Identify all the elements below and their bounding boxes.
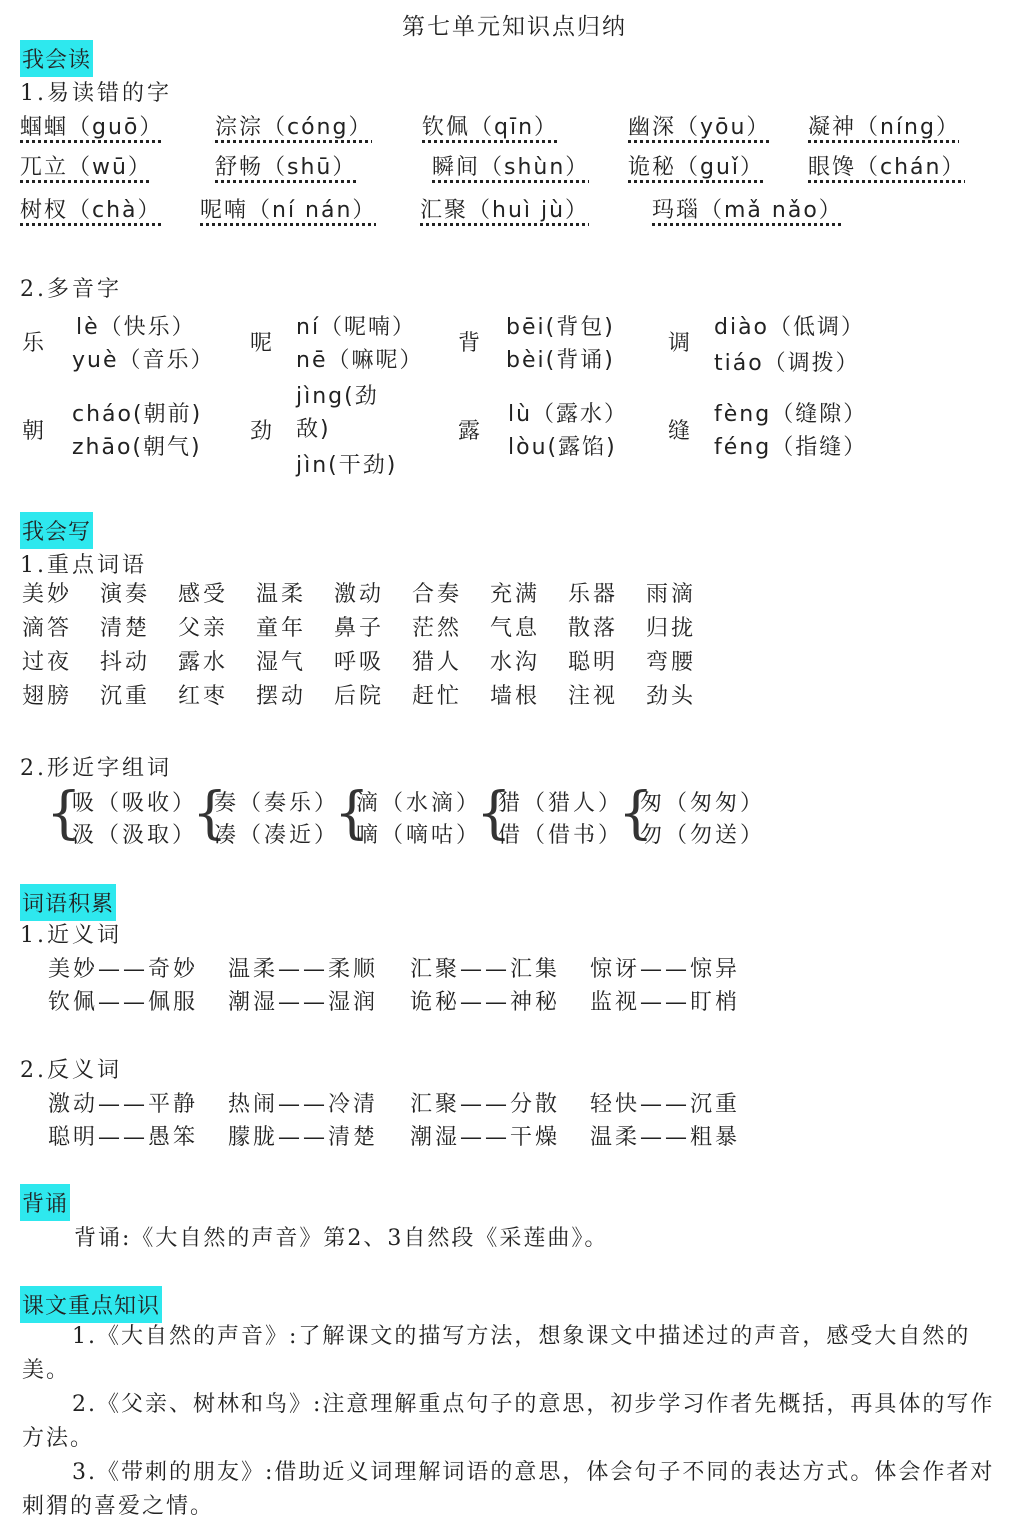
key-word: 呼吸 xyxy=(334,650,385,675)
key-word: 清楚 xyxy=(100,616,151,641)
poly-char: 露 xyxy=(458,419,481,444)
key-word: 水沟 xyxy=(490,650,541,675)
key-knowledge-item: 1.《大自然的声音》:了解课文的描写方法，想象课文中描述过的声音，感受大自然的美。 xyxy=(22,1324,971,1383)
subheading-similar-chars: 2.形近字组词 xyxy=(20,756,172,781)
similar-char-word: 滴（水滴） xyxy=(356,791,482,816)
brace-icon: { xyxy=(46,781,82,846)
subheading-key-words: 1.重点词语 xyxy=(20,553,147,578)
poly-reading: bēi(背包) xyxy=(506,315,615,340)
similar-char-word: 嘀（嘀咕） xyxy=(356,823,482,848)
misread-word: 凝神（níng） xyxy=(808,115,960,140)
poly-char: 呢 xyxy=(250,331,273,356)
subheading-polyphonic: 2.多音字 xyxy=(20,277,122,302)
key-word: 美妙 xyxy=(22,582,73,607)
poly-reading: tiáo（调拨） xyxy=(714,351,860,376)
antonym-pair: 温柔——粗暴 xyxy=(590,1125,741,1150)
subheading-synonyms: 1.近义词 xyxy=(20,923,122,948)
key-word: 散落 xyxy=(568,616,619,641)
misread-word: 舒畅（shū） xyxy=(215,155,357,180)
key-knowledge-item: 2.《父亲、树林和鸟》:注意理解重点句子的意思，初步学习作者先概括，再具体的写作方法。 xyxy=(22,1392,995,1451)
misread-word: 蝈蝈（guō） xyxy=(20,115,164,140)
synonym-pair: 监视——盯梢 xyxy=(590,990,741,1015)
poly-reading: féng（指缝） xyxy=(714,435,868,460)
poly-reading: jìn(干劲) xyxy=(296,453,398,478)
antonym-pair: 朦胧——清楚 xyxy=(228,1125,379,1150)
poly-reading: lù（露水） xyxy=(508,402,629,427)
key-word: 过夜 xyxy=(22,650,73,675)
key-word: 童年 xyxy=(256,616,307,641)
key-word: 翅膀 xyxy=(22,684,73,709)
poly-char: 背 xyxy=(458,331,481,356)
similar-char-word: 猎（猎人） xyxy=(498,791,624,816)
misread-word: 汇聚（huì jù） xyxy=(420,198,590,223)
section-header-accumulation: 词语积累 xyxy=(20,884,116,921)
section-header-write: 我会写 xyxy=(20,512,93,549)
poly-reading: yuè（音乐） xyxy=(72,348,215,373)
similar-char-word: 汲（汲取） xyxy=(72,823,198,848)
synonym-pair: 诡秘——神秘 xyxy=(410,990,561,1015)
brace-icon: { xyxy=(334,781,370,846)
section-header-recite: 背诵 xyxy=(20,1184,70,1221)
key-word: 演奏 xyxy=(100,582,151,607)
poly-reading: nē（嘛呢） xyxy=(296,348,424,373)
brace-icon: { xyxy=(476,781,512,846)
poly-reading: diào（低调） xyxy=(714,315,866,340)
page-title: 第七单元知识点归纳 xyxy=(402,14,627,40)
synonym-pair: 美妙——奇妙 xyxy=(48,957,199,982)
poly-reading: lè（快乐） xyxy=(76,315,196,340)
misread-word: 玛瑙（mǎ nǎo） xyxy=(652,198,843,223)
poly-reading: lòu(露馅) xyxy=(508,435,617,460)
misread-word: 瞬间（shùn） xyxy=(432,155,590,180)
subheading-misread-chars: 1.易读错的字 xyxy=(20,81,172,106)
misread-word: 诡秘（guǐ） xyxy=(628,155,765,180)
key-word: 乐器 xyxy=(568,582,619,607)
misread-word: 树杈（chà） xyxy=(20,198,162,223)
misread-word: 钦佩（qīn） xyxy=(422,115,559,140)
poly-reading: fèng（缝隙） xyxy=(714,402,868,427)
key-words-grid xyxy=(22,578,724,714)
misread-word: 兀立（wū） xyxy=(20,155,152,180)
brace-icon: { xyxy=(192,781,228,846)
key-word: 弯腰 xyxy=(646,650,697,675)
synonym-pair: 惊讶——惊异 xyxy=(590,957,741,982)
poly-char: 朝 xyxy=(22,419,45,444)
section-header-key-knowledge: 课文重点知识 xyxy=(20,1286,162,1323)
key-word: 摆动 xyxy=(256,684,307,709)
key-word: 充满 xyxy=(490,582,541,607)
antonym-pair: 潮湿——干燥 xyxy=(410,1125,561,1150)
key-word: 后院 xyxy=(334,684,385,709)
key-word: 滴答 xyxy=(22,616,73,641)
key-word: 感受 xyxy=(178,582,229,607)
synonym-pair: 潮湿——湿润 xyxy=(228,990,379,1015)
key-word: 红枣 xyxy=(178,684,229,709)
key-word: 气息 xyxy=(490,616,541,641)
key-word: 温柔 xyxy=(256,582,307,607)
brace-icon: { xyxy=(618,781,654,846)
key-word: 沉重 xyxy=(100,684,151,709)
misread-word: 淙淙（cóng） xyxy=(215,115,373,140)
similar-char-word: 奏（奏乐） xyxy=(214,791,340,816)
antonym-pair: 轻快——沉重 xyxy=(590,1092,741,1117)
key-word: 注视 xyxy=(568,684,619,709)
antonym-pair: 热闹——冷清 xyxy=(228,1092,379,1117)
key-word: 露水 xyxy=(178,650,229,675)
key-word: 雨滴 xyxy=(646,582,697,607)
similar-char-word: 勿（勿送） xyxy=(640,823,766,848)
key-word: 赶忙 xyxy=(412,684,463,709)
poly-char: 调 xyxy=(668,331,691,356)
key-word: 劲头 xyxy=(646,684,697,709)
key-knowledge-item: 3.《带刺的朋友》:借助近义词理解词语的意思，体会句子不同的表达方式。体会作者对刺猬的喜爱之情。 xyxy=(22,1460,995,1519)
similar-char-word: 凑（凑近） xyxy=(214,823,340,848)
similar-char-word: 借（借书） xyxy=(498,823,624,848)
misread-word: 呢喃（ní nán） xyxy=(200,198,377,223)
synonym-pair: 钦佩——佩服 xyxy=(48,990,199,1015)
key-word: 父亲 xyxy=(178,616,229,641)
recite-text: 背诵:《大自然的声音》第2、3自然段《采莲曲》。 xyxy=(74,1226,609,1251)
key-word: 湿气 xyxy=(256,650,307,675)
section-header-read: 我会读 xyxy=(20,40,93,77)
key-word: 激动 xyxy=(334,582,385,607)
antonym-pair: 激动——平静 xyxy=(48,1092,199,1117)
key-word: 合奏 xyxy=(412,582,463,607)
antonym-pair: 汇聚——分散 xyxy=(410,1092,561,1117)
similar-char-word: 吸（吸收） xyxy=(72,791,198,816)
key-word: 鼻子 xyxy=(334,616,385,641)
synonym-pair: 温柔——柔顺 xyxy=(228,957,379,982)
key-word: 猎人 xyxy=(412,650,463,675)
key-word: 聪明 xyxy=(568,650,619,675)
subheading-antonyms: 2.反义词 xyxy=(20,1058,122,1083)
poly-reading: bèi(背诵) xyxy=(506,348,615,373)
key-word: 归拢 xyxy=(646,616,697,641)
poly-reading: cháo(朝前) xyxy=(72,402,203,427)
poly-reading: zhāo(朝气) xyxy=(72,435,202,460)
synonym-pair: 汇聚——汇集 xyxy=(410,957,561,982)
poly-char: 乐 xyxy=(22,331,45,356)
key-word: 茫然 xyxy=(412,616,463,641)
poly-char: 劲 xyxy=(250,419,273,444)
poly-reading: ní（呢喃） xyxy=(296,315,417,340)
poly-reading: jìng(劲敌) xyxy=(296,384,379,442)
key-word: 墙根 xyxy=(490,684,541,709)
misread-word: 幽深（yōu） xyxy=(628,115,771,140)
misread-word: 眼馋（chán） xyxy=(808,155,966,180)
similar-char-word: 匆（匆匆） xyxy=(640,791,766,816)
key-word: 抖动 xyxy=(100,650,151,675)
poly-char: 缝 xyxy=(668,419,691,444)
antonym-pair: 聪明——愚笨 xyxy=(48,1125,199,1150)
